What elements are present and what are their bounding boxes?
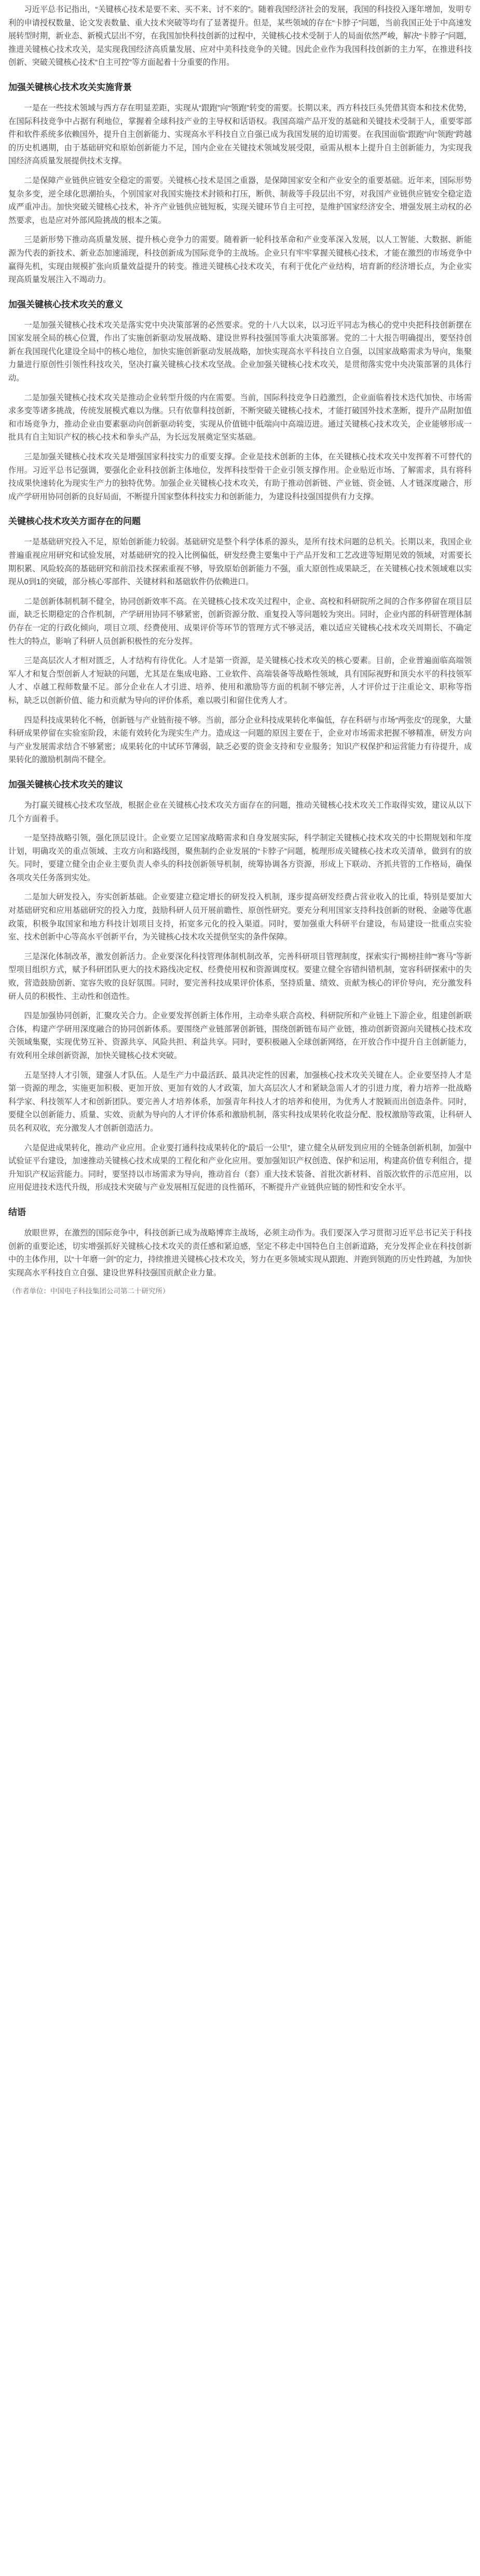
section-heading: 加强关键核心技术攻关的建议: [8, 779, 123, 790]
section-heading: 加强关键核心技术攻关的意义: [8, 299, 123, 309]
paragraph: 五是坚持人才引领，建强人才队伍。人是生产力中最活跃、最具决定性的因素，加强核心技术攻关关键在人。企业要坚持人才是第一资源的理念，实施更加积极、更加开放、更加有效的人才政策，加大高层次人才和紧缺急需人才的引进力度，着力培养一批战略科学家、科技领军人才和创新团队。要完善人才培养体系，加强青年科技人才的培养和使用，为优秀人才脱颖而出创造条件。同时，要健全以创新能力、质量、实效、贡献为导向的人才评价体系和激励机制，落实科技成果转化收益分配、股权激励等政策，让科研人员名利双收，充分激发人才创新创造活力。: [8, 1071, 472, 1133]
author-note: （作者单位：中国电子科技集团公司第二十研究所）: [8, 1287, 170, 1296]
paragraph: 一是加强关键核心技术攻关是落实党中央决策部署的必然要求。党的十八大以来，以习近平同志为核心的党中央把科技创新摆在国家发展全局的核心位置，作出了实施创新驱动发展战略、建设世界科技强国等重大决策部署。党的二十大报告明确提出，要坚持创新在我国现代化建设全局中的核心地位，加快实施创新驱动发展战略，加快实现高水平科技自立自强，以国家战略需求为导向，集聚力量进行原创性引领性科技攻关，坚决打赢关键核心技术攻坚战。企业加强关键核心技术攻关，是贯彻落实党中央决策部署的具体行动。: [8, 320, 472, 383]
section-heading: 结语: [8, 1207, 26, 1217]
paragraph: 习近平总书记指出，“关键核心技术是要不来、买不来、讨不来的”。随着我国经济社会的发展，我国的科技投入逐年增加，发明专利的申请授权数量、论文发表数量、重大技术突破等均有了显著提升。但是，某些领域的存在“卡脖子”问题，当前我国正处于中高速发展转型时期，新业态、新模式层出不穷，在我国加快科技创新的过程中，关键核心技术受制于人的局面依然严峻，解决“卡脖子”问题，推进关键核心技术攻关，是实现我国经济高质量发展、应对中美科技竞争的关键。因此企业作为我国科技创新的主力军，在推进科技创新、突破关键核心技术“自主可控”等方面起着十分重要的作用。: [8, 5, 472, 67]
section-heading: 关键核心技术攻关方面存在的问题: [8, 516, 141, 527]
paragraph: 二是保障产业链供应链安全稳定的需要。关键核心技术是国之重器，是保障国家安全和产业安全的重要基础。近年来，国际形势复杂多变，逆全球化思潮抬头，个别国家对我国实施技术封锁和打压，断供、制裁等手段层出不穷，对我国产业链供应链安全稳定造成严重冲击。加快突破关键核心技术，补齐产业链供应链短板，实现关键环节自主可控，是维护国家经济安全、增强发展主动权的必然要求，也是应对外部风险挑战的根本之策。: [8, 176, 472, 225]
paragraph: 四是科技成果转化不畅，创新链与产业链衔接不够。当前，部分企业科技成果转化率偏低，存在科研与市场“两张皮”的现象，大量科研成果停留在实验室阶段，未能有效转化为现实生产力。造成这一问题的原因主要在于，企业对市场需求把握不够精准，研发方向与产业发展需求结合不够紧密；成果转化的中试环节薄弱，缺乏必要的资金支持和专业服务；知识产权保护和运营能力有待提升，成果转化的激励机制尚不健全。: [8, 715, 472, 765]
section-heading: 加强关键核心技术攻关实施背景: [8, 82, 132, 92]
paragraph: 一是在一些技术领域与西方存在明显差距，实现从“跟跑”向“领跑”转变的需要。长期以来，西方科技巨头凭借其资本和技术优势，在国际科技竞争中占据有利地位，掌握着全球科技产业的主导权和话语权。我国高端产品开发的基础和关键技术受制于人，重要零部件和软件系统多依赖国外，提升自主创新能力、实现高水平科技自立自强已成为我国发展的迫切需要。在我国面临“跟跑”向“领跑”跨越的历史机遇期，由于基础研究和原始创新能力不足，国内企业在关键技术领域发展受限，亟需从根本上提升自主创新能力，为实现我国经济高质量发展提供技术支撑。: [8, 103, 472, 166]
paragraph: 三是深化体制改革，激发创新活力。企业要深化科技管理体制机制改革，完善科研项目管理制度，探索实行“揭榜挂帅”“赛马”等新型项目组织方式，赋予科研团队更大的技术路线决定权、经费使用权和资源调度权。要建立健全容错纠错机制，宽容科研探索中的失败，营造鼓励创新、宽容失败的良好氛围。同时，要完善科技成果评价体系，坚持质量、绩效、贡献为核心的评价导向，充分激发科研人员的积极性、主动性和创造性。: [8, 952, 472, 1001]
paragraph: 三是新形势下推动高质量发展、提升核心竞争力的需要。随着新一轮科技革命和产业变革深入发展，以人工智能、大数据、新能源为代表的新技术、新业态加速涌现，科技创新成为国际竞争的主战场。企业只有牢牢掌握关键核心技术，才能在激烈的市场竞争中赢得先机，实现由规模扩张向质量效益提升的转变。推进关键核心技术攻关，有利于优化产业结构，培育新的经济增长点，为企业实现高质量发展注入不竭动力。: [8, 235, 472, 285]
paragraph: 为打赢关键核心技术攻坚战，根据企业在关键核心技术攻关方面存在的问题，推动关键核心技术攻关工作取得实效，建议从以下几个方面着手。: [8, 800, 472, 823]
paragraph: 四是加强协同创新，汇聚攻关合力。企业要发挥创新主体作用，主动牵头联合高校、科研院所和产业链上下游企业，组建创新联合体，构建产学研用深度融合的协同创新体系。要围绕产业链部署创新链，围绕创新链布局产业链，推动创新资源向关键核心技术攻关领域集聚，实现优势互补、资源共享、风险共担、利益共享。同时，要积极融入全球创新网络，在开放合作中提升自主创新能力，有效利用全球创新资源，加快关键核心技术突破。: [8, 1011, 472, 1060]
paragraph: 一是基础研究投入不足，原始创新能力较弱。基础研究是整个科学体系的源头，是所有技术问题的总机关。长期以来，我国企业普遍重视应用研究和试验发展，对基础研究的投入比例偏低，研发经费主要集中于产品开发和工艺改进等短期见效的领域，对需要长期积累、风险较高的基础研究和前沿技术探索重视不够，导致原始创新能力不强，重大原创性成果缺乏，在关键核心技术领域难以实现从0到1的突破，部分核心零部件、关键材料和基础软件仍依赖进口。: [8, 538, 472, 587]
paragraph: 二是加强关键核心技术攻关是推动企业转型升级的内在需要。当前，国际科技竞争日趋激烈，企业面临着技术迭代加快、市场需求多变等诸多挑战，传统发展模式难以为继。只有依靠科技创新，不断突破关键核心技术，才能打破国外技术垄断，提升产品附加值和市场竞争力，推动企业由要素驱动向创新驱动转变，实现从价值链中低端向中高端迈进。通过关键核心技术攻关，企业能够形成一批具有自主知识产权的核心技术和拳头产品，为长远发展奠定坚实基础。: [8, 393, 472, 442]
paragraph: 一是坚持战略引领，强化顶层设计。企业要立足国家战略需求和自身发展实际，科学制定关键核心技术攻关的中长期规划和年度计划，明确攻关的重点领域、主攻方向和路线图，聚焦制约企业发展的“卡脖子”问题，梳理形成关键核心技术攻关清单，做到有的放矢。同时，要建立健全由企业主要负责人牵头的科技创新领导机制，统筹协调各方资源，形成上下联动、齐抓共管的工作格局，确保各项攻关任务落到实处。: [8, 834, 472, 882]
article-body: [8, 3, 472, 1279]
paragraph: 三是加强关键核心技术攻关是增强国家科技实力的重要支撑。企业是技术创新的主体，在关键核心技术攻关中发挥着不可替代的作用。习近平总书记强调，要强化企业科技创新主体地位，发挥科技型骨干企业引领支撑作用。企业贴近市场、了解需求，具有将科技成果快速转化为现实生产力的独特优势。加强企业关键核心技术攻关，有助于推动创新链、产业链、资金链、人才链深度融合，形成产学研用协同创新的良好局面，不断提升国家整体科技实力和创新能力，为建设科技强国提供有力支撑。: [8, 453, 472, 501]
paragraph: 二是创新体制机制不健全，协同创新效率不高。在关键核心技术攻关过程中，企业、高校和科研院所之间的合作多停留在项目层面，缺乏长期稳定的合作机制，产学研用协同不够紧密，创新资源分散、重复投入等问题较为突出。同时，企业内部的科研管理体制仍存在一定的行政化倾向，项目立项、经费使用、成果评价等环节的管理方式不够灵活，难以适应关键核心技术攻关周期长、不确定性大的特点，影响了科研人员创新积极性的充分发挥。: [8, 597, 472, 646]
paragraph: 六是促进成果转化，推动产业应用。企业要打通科技成果转化的“最后一公里”，建立健全从研发到应用的全链条创新机制，加强中试验证平台建设，加速推动关键核心技术成果的工程化和产业化应用。要加强知识产权创造、保护和运用，构建高价值专利组合，提升知识产权运营能力。同时，要坚持以市场需求为导向，推动首台（套）重大技术装备、首批次新材料、首版次软件的示范应用，以应用促进技术迭代升级，形成技术突破与产业发展相互促进的良性循环，不断提升产业链供应链的韧性和安全水平。: [8, 1143, 472, 1192]
paragraph: 三是高层次人才相对匮乏，人才结构有待优化。人才是第一资源，是关键核心技术攻关的核心要素。目前，企业普遍面临高端领军人才和复合型创新人才短缺的问题，尤其是在集成电路、工业软件、高端装备等战略性领域，具有国际视野和顶尖水平的科技领军人才、卓越工程师数量不足。部分企业在人才引进、培养、使用和激励等方面的机制不够完善，人才评价过于注重论文、职称等指标，缺乏以创新价值、能力和贡献为导向的评价体系，难以吸引和留住优秀人才。: [8, 656, 472, 705]
paragraph: 二是加大研发投入，夯实创新基础。企业要建立稳定增长的研发投入机制，逐步提高研发经费占营业收入的比重，特别是要加大对基础研究和应用基础研究的投入力度，鼓励科研人员开展前瞻性、原创性研究。要充分利用国家支持科技创新的财税、金融等优惠政策，积极争取国家和地方科技计划项目支持，拓宽多元化的投入渠道。同时，要加强重大科研平台建设，布局建设一批重点实验室、技术创新中心等高水平创新平台，为关键核心技术攻关提供坚实的条件保障。: [8, 893, 472, 942]
paragraph: 放眼世界，在激烈的国际竞争中，科技创新已成为战略博弈主战场，必须主动作为。我们要深入学习贯彻习近平总书记关于科技创新的重要论述，切实增强抓好关键核心技术攻关的责任感和紧迫感，坚定不移走中国特色自主创新道路，充分发挥企业在科技创新中的主体作用，以“十年磨一剑”的定力，持续推进关键核心技术攻关，努力在更多领域实现从跟跑、并跑到领跑的历史性跨越，为加快实现高水平科技自立自强、建设世界科技强国贡献企业力量。: [8, 1228, 472, 1277]
